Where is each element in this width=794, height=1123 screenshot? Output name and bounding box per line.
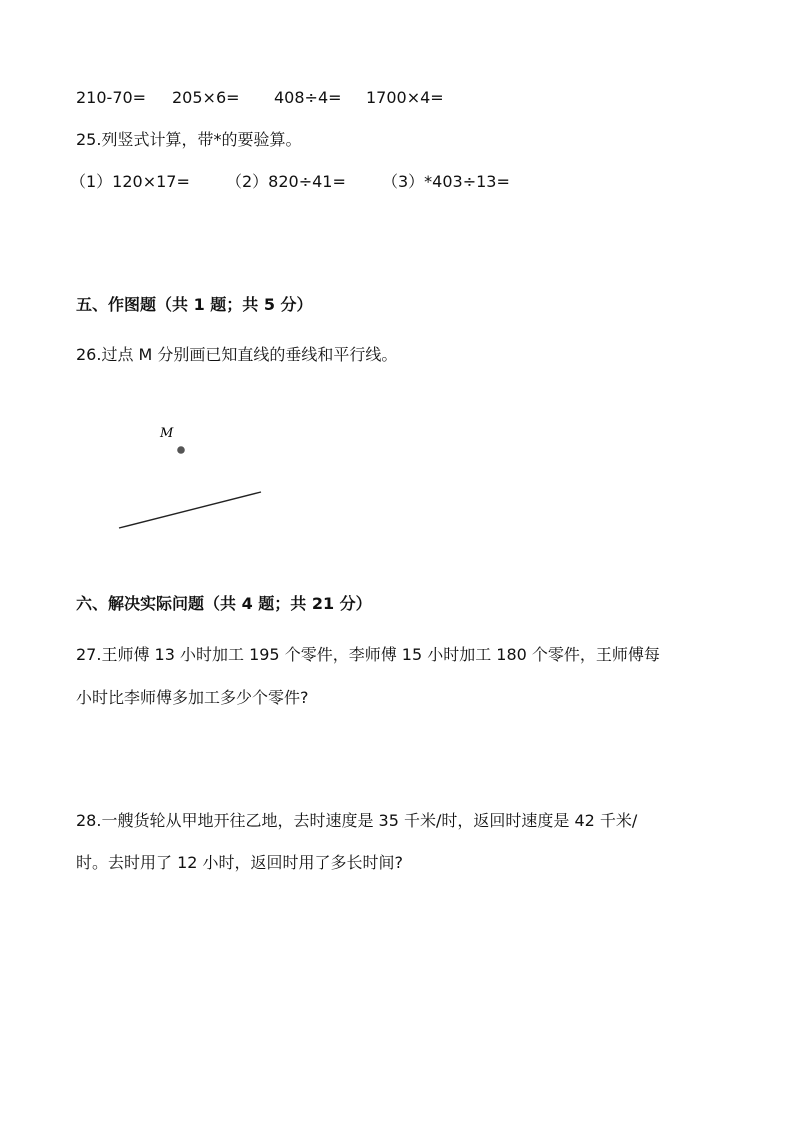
section-6-heading: 六、解决实际问题（共 4 题；共 21 分） xyxy=(76,594,372,613)
question-25-item-2: （2）820÷41= xyxy=(226,172,346,191)
question-28-line-1: 28.一艘货轮从甲地开往乙地，去时速度是 35 千米/时，返回时速度是 42 千米/ xyxy=(76,811,638,830)
question-25-item-3: （3）*403÷13= xyxy=(382,172,510,191)
geometry-diagram xyxy=(100,415,280,540)
question-25-item-1: （1）120×17= xyxy=(70,172,190,191)
calc-item-1: 210-70= xyxy=(76,88,147,107)
point-m xyxy=(177,446,185,454)
question-25-prompt: 25.列竖式计算，带*的要验算。 xyxy=(76,130,302,149)
section-5-heading: 五、作图题（共 1 题；共 5 分） xyxy=(76,295,313,314)
calc-item-3: 408÷4= xyxy=(274,88,342,107)
question-27-line-1: 27.王师傅 13 小时加工 195 个零件，李师傅 15 小时加工 180 个零件，王师傅每 xyxy=(76,645,660,664)
question-27-line-2: 小时比李师傅多加工多少个零件? xyxy=(76,688,309,707)
question-26-text: 26.过点 M 分别画已知直线的垂线和平行线。 xyxy=(76,345,398,364)
point-m-label: M xyxy=(160,426,174,441)
question-28-line-2: 时。去时用了 12 小时，返回时用了多长时间? xyxy=(76,853,404,872)
given-line xyxy=(119,492,261,528)
calc-item-4: 1700×4= xyxy=(366,88,444,107)
calc-item-2: 205×6= xyxy=(172,88,240,107)
